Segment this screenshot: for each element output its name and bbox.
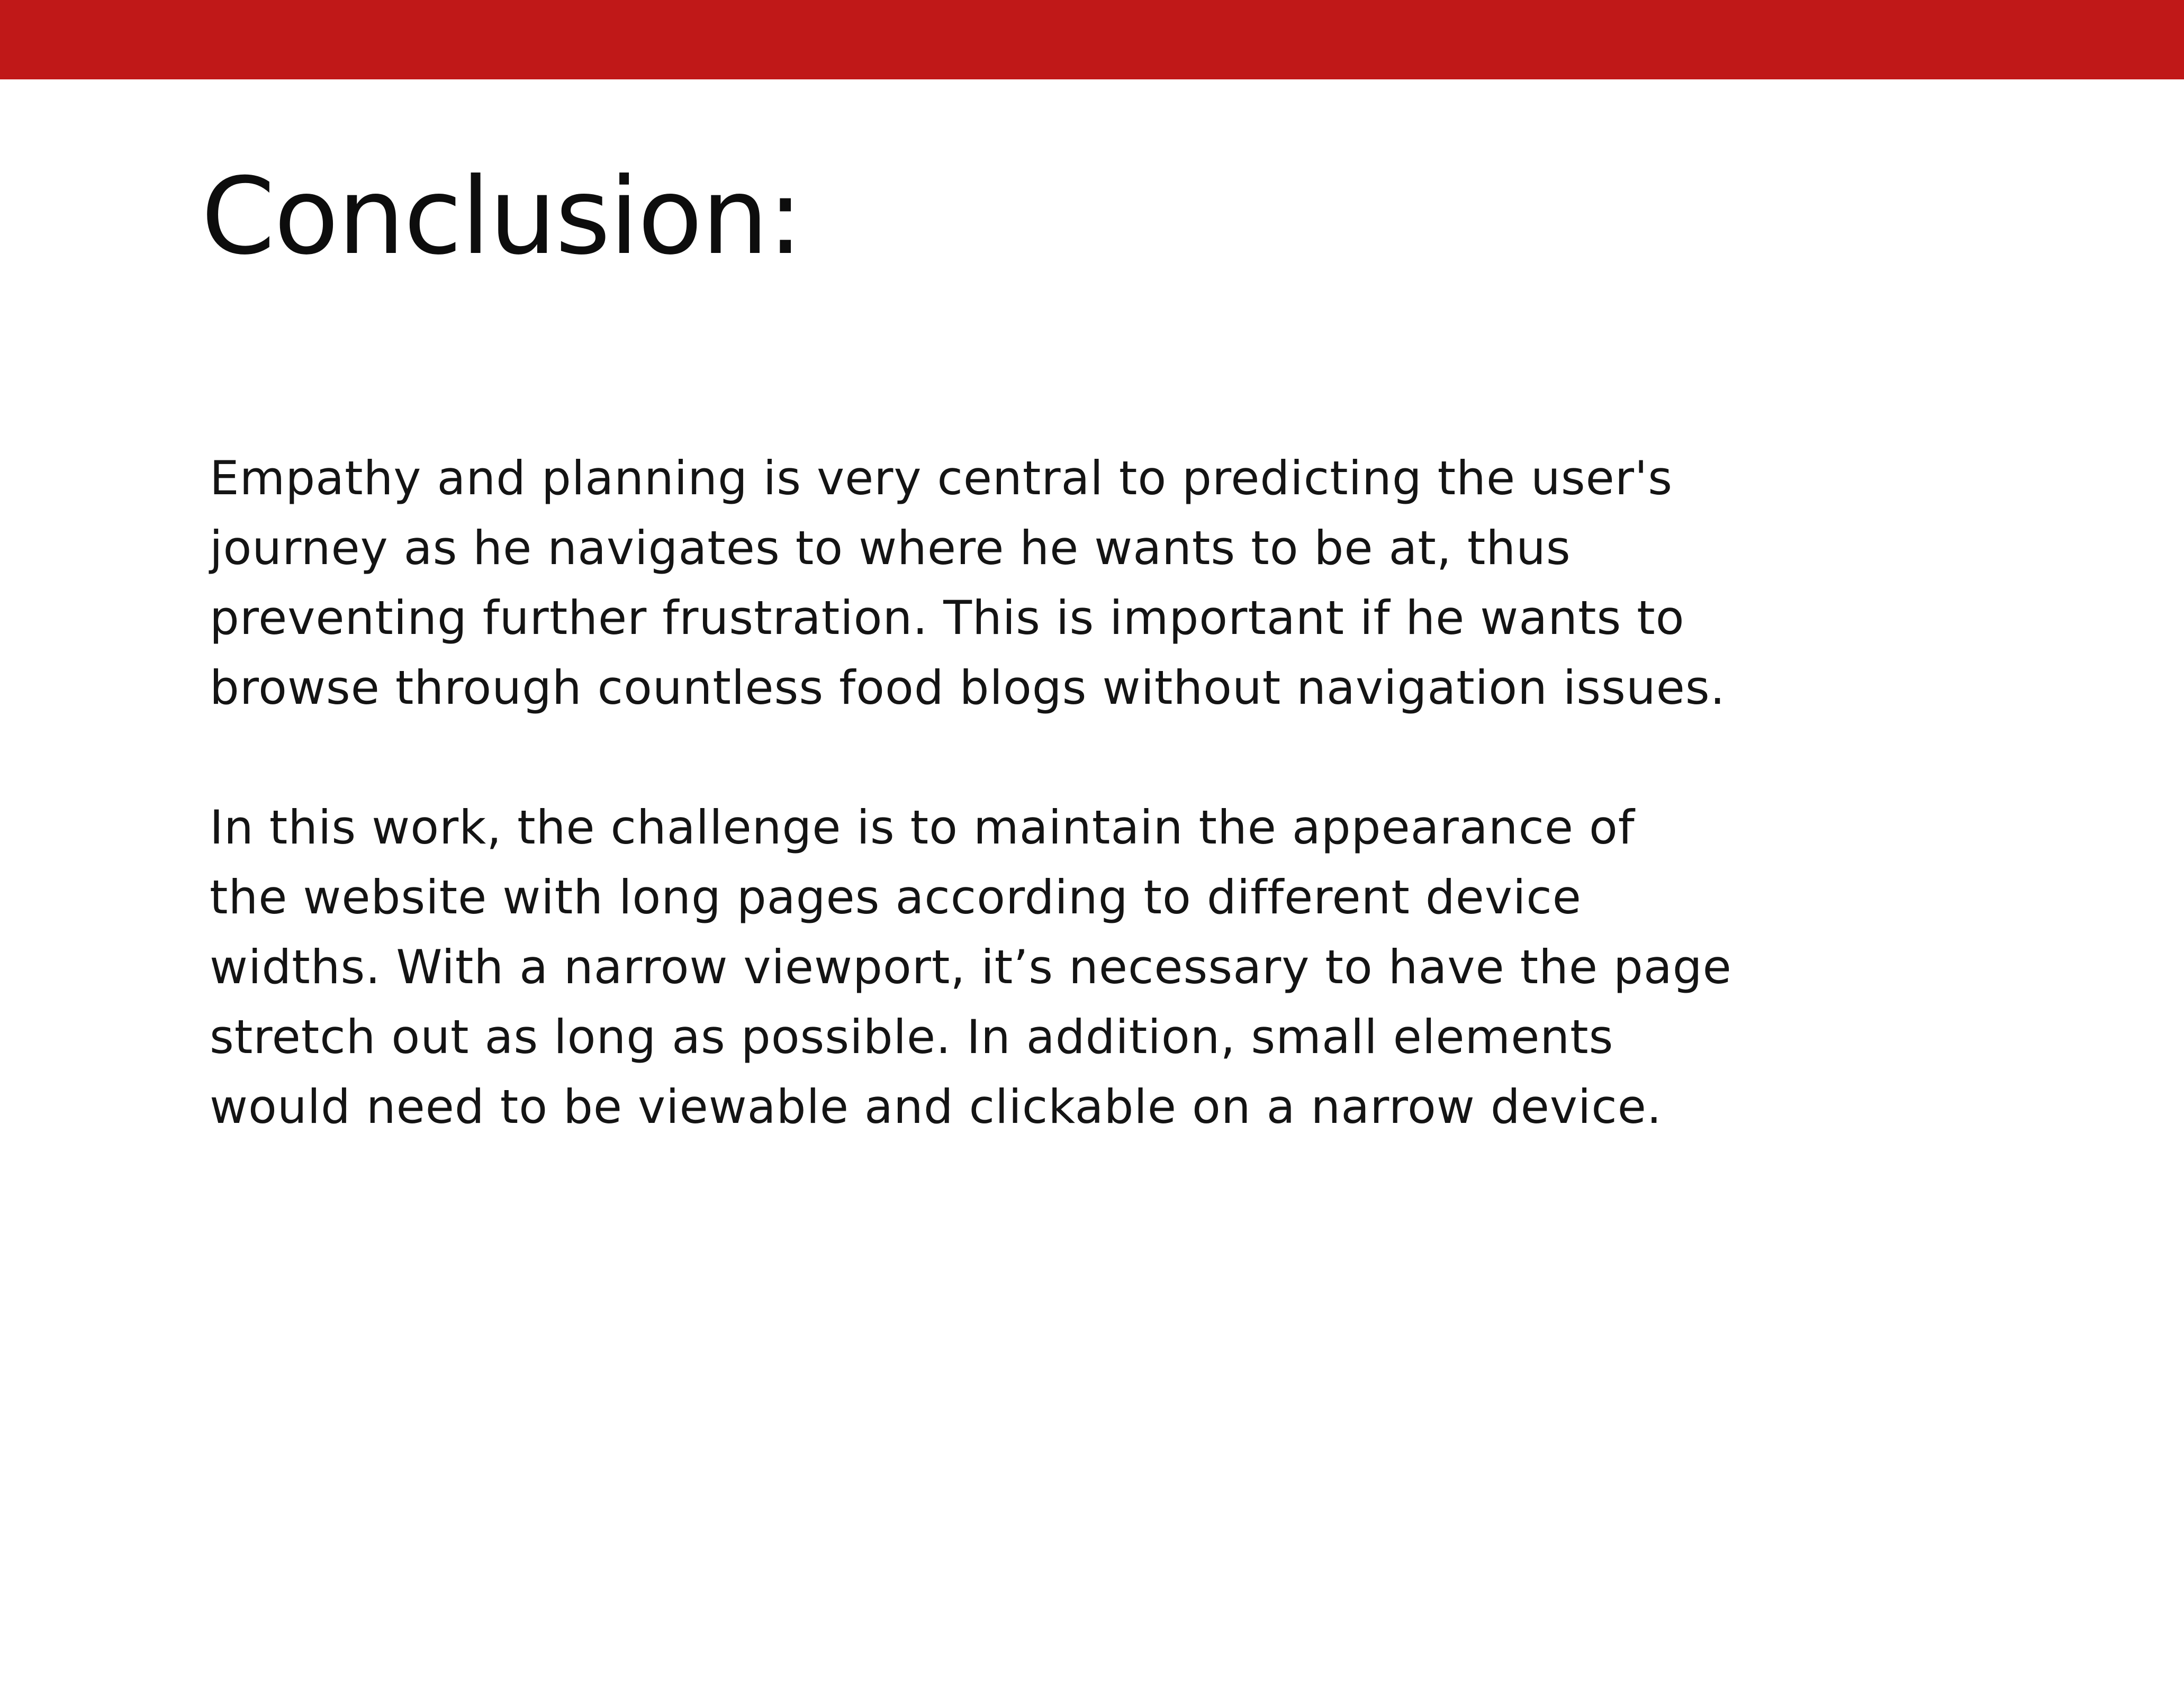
paragraph-spacer	[210, 723, 1935, 793]
paragraph-line: the website with long pages according to different device	[210, 870, 1582, 924]
slide-title: Conclusion:	[201, 155, 802, 278]
paragraph-line: browse through countless food blogs without navigation issues.	[210, 660, 1726, 715]
paragraph-empathy	[210, 443, 1935, 723]
paragraph-line: stretch out as long as possible. In addition, small elements	[210, 1010, 1614, 1064]
paragraph-line: In this work, the challenge is to maintain the appearance of	[210, 800, 1635, 855]
paragraph-line: Empathy and planning is very central to predicting the user's	[210, 451, 1673, 505]
slide-body	[210, 443, 1935, 1142]
top-accent-bar	[0, 0, 2184, 79]
paragraph-line: widths. With a narrow viewport, it’s necessary to have the page	[210, 940, 1732, 994]
paragraph-line: journey as he navigates to where he wants to be at, thus	[210, 521, 1571, 575]
paragraph-line: preventing further frustration. This is important if he wants to	[210, 591, 1685, 645]
paragraph-line: would need to be viewable and clickable on a narrow device.	[210, 1080, 1662, 1134]
paragraph-challenge	[210, 793, 1935, 1142]
